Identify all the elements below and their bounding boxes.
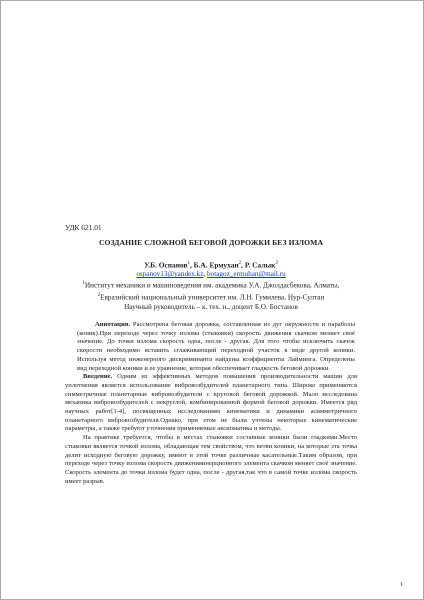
author-name: Б.А. Ермухан <box>193 260 239 270</box>
affiliation-text: Институт механики и машиноведения им. академика У.А. Джолдасбекова, Алматы, <box>84 281 340 290</box>
abstract-label: Аннотация. <box>95 321 131 329</box>
affiliation-text: Евразийский национальный университет им. Л.Н. Гумилева, Нур-Султан <box>100 293 325 302</box>
article-body <box>65 223 357 486</box>
abstract-paragraph <box>65 321 357 373</box>
body-paragraph: На практике требуется, чтобы в местах стыковки составные коники были гладкими.Место стыковки является точкой излома, обладающая тем свойством, что ветви коники, на которые эта точка делит исходную беговую дорожку, имеют в этой точке различные касательные.Таким образом, при переходе через точку излома скорость движенияинерционного элемента скачком меняет своё значение. Скорость элемента до точки излома будет одна, после - другая,так что в самой точке излома скорость имеет разрыв. <box>65 434 357 485</box>
affiliation-line <box>65 279 357 291</box>
email-line <box>65 270 357 279</box>
advisor-line: Научный руководитель – к. тех. н., доцент Б.О. Бостанов <box>124 303 298 312</box>
author-list <box>65 259 357 270</box>
introduction-paragraph <box>65 373 357 434</box>
email-separator: , <box>203 270 208 279</box>
email-link[interactable]: botagoz_ermuhan@mail.ru <box>207 270 286 279</box>
affiliation-mark: 1 <box>82 281 85 287</box>
introduction-text: Одним из эффективных методов повышения производительности машин для уплотнения является использование вибровозбудителей планетарного типа. Широко применяются симметричные планетарные вибровозбудители с круговой беговой дорожкой. Мало исследована механика вибровозбудителей с некруглой, комбинированной формой беговой дорожки. Имеется ряд научных работ[1-4], посвященных исследованиям кинематики и динамики асимметричного планетарного вибровозбудителя.Однако, при этом не были учтены некоторые кинематические параметры, а также требуют уточнения применяемые аксиоматика и методы. <box>65 373 357 433</box>
udk-code: УДК 621.01 <box>65 223 102 232</box>
affiliation-mark: 2 <box>97 293 101 299</box>
author-separator: , <box>189 260 194 270</box>
abstract-text: Рассмотрена беговая дорожка, составленная из дуг окружности и параболы (коник).При переходе через точку излома (стыковки) скорость движения скачком меняет своё значение. До точки излома скорость одна, после - другая. Для того чтобы исключить скачок скорости необходимо вставить сглаживающий переходной участок в виде другой коники. Используя метод инженерного дискриминанта найдены коэффициенты Лайминга. Определены вид переходной коники и ее уравнение, которая обеспечивает гладкость беговой дорожки. <box>77 321 355 372</box>
author-name: Р. Салык <box>244 260 276 270</box>
introduction-label: Введение. <box>83 373 113 381</box>
author-affiliation-mark: 1 <box>187 261 190 266</box>
page-number: 1 <box>399 581 403 588</box>
author-separator: , <box>241 260 245 270</box>
article-title: СОЗДАНИЕ СЛОЖНОЙ БЕГОВОЙ ДОРОЖКИ БЕЗ ИЗЛОМА <box>98 238 324 247</box>
affiliation-line <box>65 291 357 303</box>
author-affiliation-mark: 2 <box>238 261 242 266</box>
author-affiliation-mark: 2 <box>275 261 278 266</box>
email-link[interactable]: ospanov13@yandex.kz <box>136 270 204 279</box>
author-name: У.Б. Оспанов <box>144 260 188 270</box>
